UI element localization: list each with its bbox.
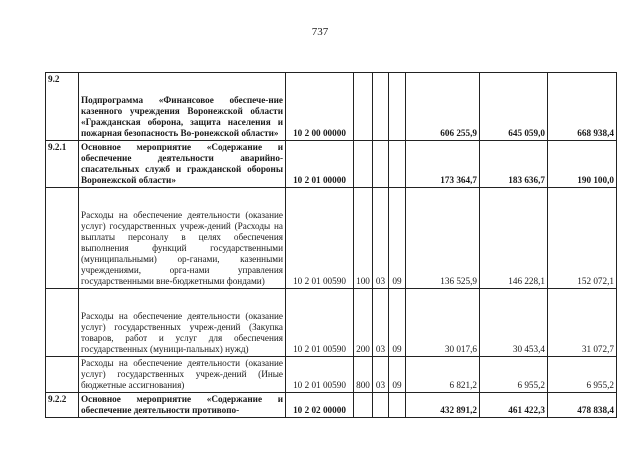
table-row — [46, 393, 617, 418]
amount-year-3: 190 100,0 — [548, 141, 617, 188]
section — [373, 141, 389, 188]
row-name: Расходы на обеспечение деятельности (оказание услуг) государственных учреж-дений (Иные бюджетные ассигнования) — [79, 357, 286, 393]
target-code: 10 2 00 00000 — [286, 73, 354, 141]
amount-year-1: 432 891,2 — [406, 393, 480, 418]
row-name: Основное мероприятие «Содержание и обеспечение деятельности противопо- — [79, 393, 286, 418]
expense-type: 200 — [354, 289, 373, 357]
amount-year-3: 152 072,1 — [548, 188, 617, 289]
table-row — [46, 289, 617, 357]
budget-table — [45, 72, 617, 418]
target-code: 10 2 01 00000 — [286, 141, 354, 188]
row-number: 9.2.1 — [46, 141, 79, 188]
amount-year-3: 478 838,4 — [548, 393, 617, 418]
row-number: 9.2.2 — [46, 393, 79, 418]
section — [373, 73, 389, 141]
section: 03 — [373, 357, 389, 393]
amount-year-3: 668 938,4 — [548, 73, 617, 141]
table-row — [46, 141, 617, 188]
subsection — [389, 141, 406, 188]
table-row — [46, 357, 617, 393]
table-row — [46, 73, 617, 141]
target-code: 10 2 01 00590 — [286, 188, 354, 289]
subsection: 09 — [389, 357, 406, 393]
amount-year-2: 461 422,3 — [480, 393, 548, 418]
row-number — [46, 357, 79, 393]
row-name: Расходы на обеспечение деятельности (оказание услуг) государственных учреж-дений (Закупка товаров, работ и услуг для обеспечения государственных (муници-пальных) нужд) — [79, 289, 286, 357]
section: 03 — [373, 188, 389, 289]
amount-year-2: 146 228,1 — [480, 188, 548, 289]
subsection — [389, 393, 406, 418]
amount-year-1: 173 364,7 — [406, 141, 480, 188]
amount-year-2: 6 955,2 — [480, 357, 548, 393]
subsection: 09 — [389, 289, 406, 357]
amount-year-3: 31 072,7 — [548, 289, 617, 357]
amount-year-2: 183 636,7 — [480, 141, 548, 188]
section: 03 — [373, 289, 389, 357]
expense-type — [354, 141, 373, 188]
row-number: 9.2 — [46, 73, 79, 141]
subsection: 09 — [389, 188, 406, 289]
amount-year-1: 6 821,2 — [406, 357, 480, 393]
row-name: Основное мероприятие «Содержание и обеспечение деятельности аварийно-спасательных служб и гражданской обороны Воронежской области» — [79, 141, 286, 188]
expense-type — [354, 393, 373, 418]
target-code: 10 2 01 00590 — [286, 289, 354, 357]
row-number — [46, 188, 79, 289]
target-code: 10 2 02 00000 — [286, 393, 354, 418]
amount-year-1: 136 525,9 — [406, 188, 480, 289]
amount-year-2: 645 059,0 — [480, 73, 548, 141]
amount-year-1: 606 255,9 — [406, 73, 480, 141]
row-number — [46, 289, 79, 357]
subsection — [389, 73, 406, 141]
expense-type: 100 — [354, 188, 373, 289]
expense-type — [354, 73, 373, 141]
amount-year-1: 30 017,6 — [406, 289, 480, 357]
target-code: 10 2 01 00590 — [286, 357, 354, 393]
section — [373, 393, 389, 418]
expense-type: 800 — [354, 357, 373, 393]
table-row — [46, 188, 617, 289]
amount-year-2: 30 453,4 — [480, 289, 548, 357]
amount-year-3: 6 955,2 — [548, 357, 617, 393]
row-name: Подпрограмма «Финансовое обеспече-ние казенного учреждения Воронежской области «Гражданская оборона, защита населения и пожарная безопасность Во-ронежской области» — [79, 73, 286, 141]
row-name: Расходы на обеспечение деятельности (оказание услуг) государственных учреж-дений (Расходы на выплаты персоналу в целях обеспечения выполнения функций государственными (муниципальными) ор-ганами, казенными учреждениями, орга-нами управления государственными вне-бюджетными фондами) — [79, 188, 286, 289]
page-number: 737 — [311, 26, 329, 38]
